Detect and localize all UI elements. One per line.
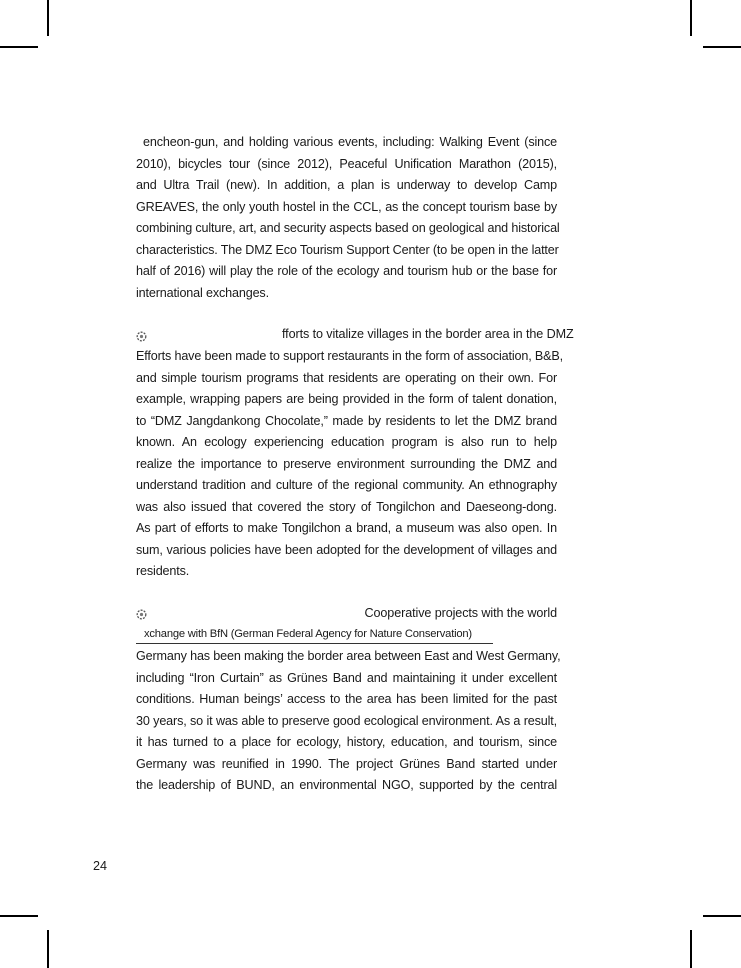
text-line: 2010), bicycles tour (since 2012), Peaceful Unification Marathon (2015),	[136, 156, 557, 171]
crop-mark-bottom-right-vertical	[690, 930, 692, 968]
text-line: to “DMZ Jangdankong Chocolate,” made by residents to let the DMZ brand	[136, 413, 557, 428]
text-line: residents.	[136, 564, 190, 578]
text-line: realize the importance to preserve environment surrounding the DMZ and	[136, 456, 557, 471]
crop-mark-bottom-left-vertical	[47, 930, 49, 968]
text-line: was also issued that covered the story of Tongilchon and Daeseong-dong.	[136, 499, 557, 514]
text-line: it has turned to a place for ecology, history, education, and tourism, since	[136, 735, 557, 749]
section-heading-cooperative: Cooperative projects with the world	[364, 606, 557, 620]
text-line: understand tradition and culture of the regional community. An ethnography	[136, 478, 557, 492]
crop-mark-top-right-horizontal	[703, 46, 741, 48]
text-line: including “Iron Curtain” as Grünes Band and maintaining it under excellent	[136, 670, 557, 685]
text-line: and Ultra Trail (new). In addition, a plan is underway to develop Camp	[136, 178, 557, 192]
text-line: conditions. Human beings’ access to the area has been limited for the past	[136, 692, 557, 706]
globe-bullet-icon	[136, 609, 147, 620]
text-line: encheon-gun, and holding various events, including: Walking Event (since	[143, 135, 557, 149]
page-number: 24	[93, 859, 108, 873]
text-line: sum, various policies have been adopted for the development of villages and	[136, 542, 557, 557]
text-line: Germany was reunified in 1990. The project Grünes Band started under	[136, 756, 557, 771]
text-line: GREAVES, the only youth hostel in the CCL, as the concept tourism base by	[136, 199, 557, 214]
crop-mark-bottom-left-horizontal	[0, 915, 38, 917]
text-line: 30 years, so it was able to preserve good ecological environment. As a result,	[136, 713, 557, 728]
text-line: Germany has been making the border area between East and West Germany,	[136, 649, 561, 663]
crop-mark-top-left-vertical	[47, 0, 49, 36]
text-line: combining culture, art, and security aspects based on geological and historical	[136, 221, 560, 235]
text-line: example, wrapping papers are being provided in the form of talent donation,	[136, 392, 557, 406]
text-line: half of 2016) will play the role of the ecology and tourism hub or the base for	[136, 264, 557, 278]
text-line: international exchanges.	[136, 285, 269, 300]
text-line: known. An ecology experiencing education program is also run to help	[136, 435, 557, 449]
crop-mark-top-right-vertical	[690, 0, 692, 36]
section-subheading-bfn: xchange with BfN (German Federal Agency for Nature Conservation)	[136, 625, 493, 644]
text-line: Efforts have been made to support restaurants in the form of association, B&B,	[136, 349, 563, 363]
section-heading-villages: fforts to vitalize villages in the border area in the DMZ	[282, 327, 574, 341]
text-line: As part of efforts to make Tongilchon a brand, a museum was also open. In	[136, 521, 557, 535]
text-line: and simple tourism programs that residents are operating on their own. For	[136, 370, 557, 385]
crop-mark-bottom-right-horizontal	[703, 915, 741, 917]
crop-mark-top-left-horizontal	[0, 46, 38, 48]
text-line: characteristics. The DMZ Eco Tourism Support Center (to be open in the latter	[136, 242, 559, 257]
globe-bullet-icon	[136, 331, 147, 342]
text-line: the leadership of BUND, an environmental NGO, supported by the central	[136, 778, 557, 792]
